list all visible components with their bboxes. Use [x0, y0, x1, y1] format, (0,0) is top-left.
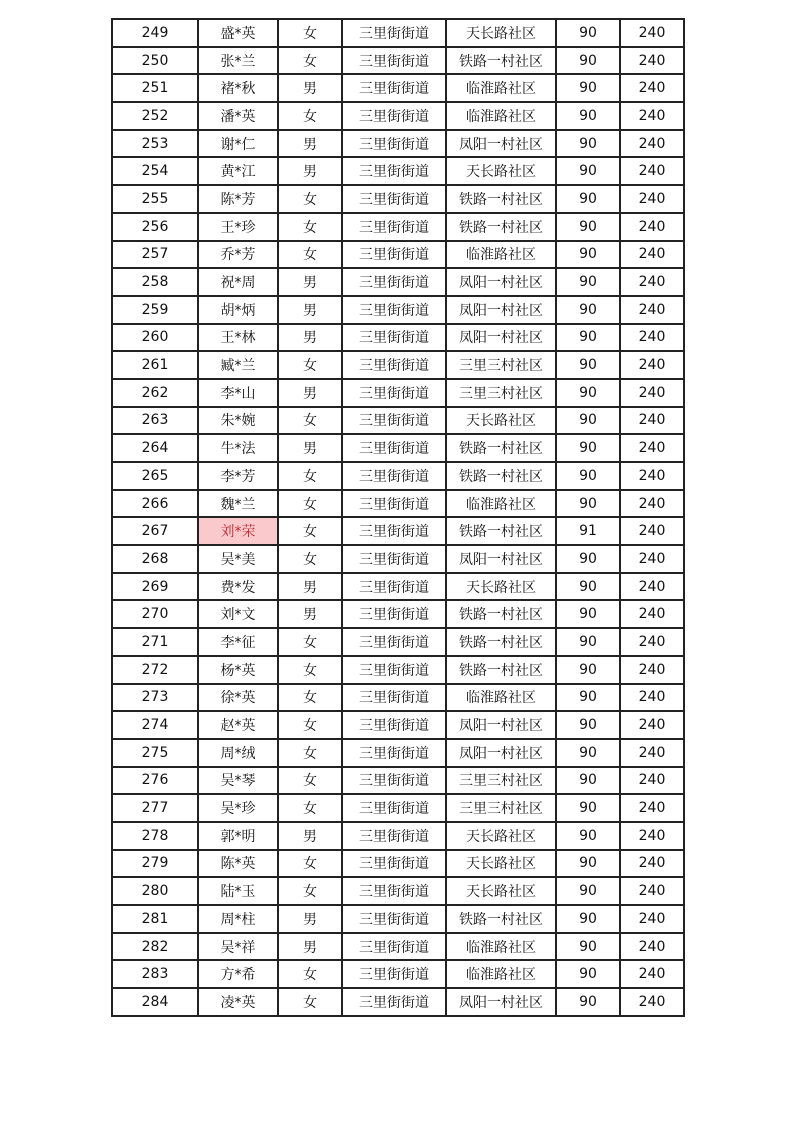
- table-row: [112, 241, 684, 269]
- street-name-cell: 三里街街道: [342, 822, 446, 850]
- row-number-cell: 271: [112, 628, 198, 656]
- street-name-cell: 三里街街道: [342, 711, 446, 739]
- street-name-cell: 三里街街道: [342, 434, 446, 462]
- amount-cell: 240: [620, 102, 684, 130]
- community-name-cell: 铁路一村社区: [446, 517, 556, 545]
- gender-cell: 女: [278, 47, 342, 75]
- community-name-cell: 天长路社区: [446, 877, 556, 905]
- row-number-cell: 279: [112, 850, 198, 878]
- table-row: [112, 268, 684, 296]
- community-name-cell: 临淮路社区: [446, 933, 556, 961]
- row-number-cell: 250: [112, 47, 198, 75]
- age-cell: 90: [556, 241, 620, 269]
- age-cell: 90: [556, 600, 620, 628]
- street-name-cell: 三里街街道: [342, 573, 446, 601]
- amount-cell: 240: [620, 933, 684, 961]
- table-row: [112, 960, 684, 988]
- gender-cell: 女: [278, 656, 342, 684]
- table-row: [112, 767, 684, 795]
- person-name-cell: 黄*江: [198, 157, 278, 185]
- street-name-cell: 三里街街道: [342, 379, 446, 407]
- community-name-cell: 凤阳一村社区: [446, 324, 556, 352]
- person-name-cell: 谢*仁: [198, 130, 278, 158]
- person-name-cell: 李*山: [198, 379, 278, 407]
- row-number-cell: 277: [112, 794, 198, 822]
- age-cell: 90: [556, 19, 620, 47]
- community-name-cell: 凤阳一村社区: [446, 711, 556, 739]
- person-name-cell: 朱*婉: [198, 407, 278, 435]
- street-name-cell: 三里街街道: [342, 130, 446, 158]
- table-row: [112, 656, 684, 684]
- person-name-cell: 潘*英: [198, 102, 278, 130]
- age-cell: 90: [556, 324, 620, 352]
- table-row: [112, 324, 684, 352]
- gender-cell: 男: [278, 130, 342, 158]
- street-name-cell: 三里街街道: [342, 102, 446, 130]
- age-cell: 90: [556, 351, 620, 379]
- age-cell: 90: [556, 933, 620, 961]
- row-number-cell: 265: [112, 462, 198, 490]
- community-name-cell: 三里三村社区: [446, 794, 556, 822]
- gender-cell: 女: [278, 739, 342, 767]
- table-row: [112, 822, 684, 850]
- age-cell: 90: [556, 130, 620, 158]
- amount-cell: 240: [620, 47, 684, 75]
- person-name-cell: 陈*芳: [198, 185, 278, 213]
- street-name-cell: 三里街街道: [342, 296, 446, 324]
- table-row: [112, 517, 684, 545]
- gender-cell: 男: [278, 74, 342, 102]
- age-cell: 90: [556, 794, 620, 822]
- row-number-cell: 284: [112, 988, 198, 1016]
- person-name-cell: 李*征: [198, 628, 278, 656]
- table-row: [112, 684, 684, 712]
- gender-cell: 男: [278, 296, 342, 324]
- person-name-cell: 吴*祥: [198, 933, 278, 961]
- gender-cell: 女: [278, 241, 342, 269]
- row-number-cell: 262: [112, 379, 198, 407]
- table-row: [112, 130, 684, 158]
- street-name-cell: 三里街街道: [342, 324, 446, 352]
- amount-cell: 240: [620, 711, 684, 739]
- age-cell: 90: [556, 988, 620, 1016]
- row-number-cell: 249: [112, 19, 198, 47]
- age-cell: 90: [556, 960, 620, 988]
- street-name-cell: 三里街街道: [342, 74, 446, 102]
- amount-cell: 240: [620, 573, 684, 601]
- gender-cell: 女: [278, 877, 342, 905]
- community-name-cell: 临淮路社区: [446, 241, 556, 269]
- table-row: [112, 462, 684, 490]
- person-name-cell: 刘*荣: [198, 517, 278, 545]
- person-name-cell: 杨*英: [198, 656, 278, 684]
- street-name-cell: 三里街街道: [342, 988, 446, 1016]
- street-name-cell: 三里街街道: [342, 407, 446, 435]
- row-number-cell: 280: [112, 877, 198, 905]
- age-cell: 90: [556, 434, 620, 462]
- community-name-cell: 天长路社区: [446, 19, 556, 47]
- table-row: [112, 351, 684, 379]
- person-name-cell: 王*林: [198, 324, 278, 352]
- gender-cell: 女: [278, 628, 342, 656]
- table-row: [112, 407, 684, 435]
- row-number-cell: 252: [112, 102, 198, 130]
- row-number-cell: 273: [112, 684, 198, 712]
- gender-cell: 男: [278, 573, 342, 601]
- community-name-cell: 临淮路社区: [446, 490, 556, 518]
- table-row: [112, 102, 684, 130]
- community-name-cell: 三里三村社区: [446, 379, 556, 407]
- street-name-cell: 三里街街道: [342, 960, 446, 988]
- gender-cell: 男: [278, 600, 342, 628]
- age-cell: 90: [556, 407, 620, 435]
- age-cell: 90: [556, 47, 620, 75]
- street-name-cell: 三里街街道: [342, 157, 446, 185]
- amount-cell: 240: [620, 407, 684, 435]
- street-name-cell: 三里街街道: [342, 850, 446, 878]
- row-number-cell: 276: [112, 767, 198, 795]
- community-name-cell: 铁路一村社区: [446, 47, 556, 75]
- table-row: [112, 933, 684, 961]
- age-cell: 90: [556, 877, 620, 905]
- person-name-cell: 周*绒: [198, 739, 278, 767]
- community-name-cell: 铁路一村社区: [446, 462, 556, 490]
- row-number-cell: 281: [112, 905, 198, 933]
- table-row: [112, 157, 684, 185]
- table-row: [112, 185, 684, 213]
- table-row: [112, 628, 684, 656]
- amount-cell: 240: [620, 767, 684, 795]
- age-cell: 90: [556, 490, 620, 518]
- table-row: [112, 434, 684, 462]
- gender-cell: 女: [278, 517, 342, 545]
- gender-cell: 男: [278, 822, 342, 850]
- amount-cell: 240: [620, 379, 684, 407]
- person-name-cell: 郭*明: [198, 822, 278, 850]
- row-number-cell: 269: [112, 573, 198, 601]
- community-name-cell: 天长路社区: [446, 850, 556, 878]
- table-row: [112, 711, 684, 739]
- street-name-cell: 三里街街道: [342, 213, 446, 241]
- community-name-cell: 铁路一村社区: [446, 434, 556, 462]
- age-cell: 90: [556, 767, 620, 795]
- person-name-cell: 祝*周: [198, 268, 278, 296]
- amount-cell: 240: [620, 296, 684, 324]
- community-name-cell: 凤阳一村社区: [446, 988, 556, 1016]
- table-row: [112, 600, 684, 628]
- community-name-cell: 凤阳一村社区: [446, 130, 556, 158]
- street-name-cell: 三里街街道: [342, 545, 446, 573]
- person-name-cell: 徐*英: [198, 684, 278, 712]
- gender-cell: 男: [278, 379, 342, 407]
- table-row: [112, 296, 684, 324]
- person-name-cell: 吴*珍: [198, 794, 278, 822]
- gender-cell: 女: [278, 19, 342, 47]
- street-name-cell: 三里街街道: [342, 739, 446, 767]
- row-number-cell: 268: [112, 545, 198, 573]
- community-name-cell: 铁路一村社区: [446, 628, 556, 656]
- row-number-cell: 255: [112, 185, 198, 213]
- gender-cell: 女: [278, 490, 342, 518]
- person-name-cell: 吴*琴: [198, 767, 278, 795]
- street-name-cell: 三里街街道: [342, 877, 446, 905]
- street-name-cell: 三里街街道: [342, 905, 446, 933]
- gender-cell: 女: [278, 351, 342, 379]
- amount-cell: 240: [620, 185, 684, 213]
- amount-cell: 240: [620, 324, 684, 352]
- row-number-cell: 274: [112, 711, 198, 739]
- gender-cell: 女: [278, 988, 342, 1016]
- age-cell: 91: [556, 517, 620, 545]
- table-row: [112, 794, 684, 822]
- community-name-cell: 铁路一村社区: [446, 905, 556, 933]
- amount-cell: 240: [620, 545, 684, 573]
- gender-cell: 男: [278, 324, 342, 352]
- table-row: [112, 877, 684, 905]
- table-row: [112, 19, 684, 47]
- gender-cell: 男: [278, 157, 342, 185]
- amount-cell: 240: [620, 877, 684, 905]
- age-cell: 90: [556, 850, 620, 878]
- row-number-cell: 263: [112, 407, 198, 435]
- person-name-cell: 李*芳: [198, 462, 278, 490]
- age-cell: 90: [556, 185, 620, 213]
- row-number-cell: 282: [112, 933, 198, 961]
- row-number-cell: 259: [112, 296, 198, 324]
- gender-cell: 女: [278, 850, 342, 878]
- community-name-cell: 三里三村社区: [446, 767, 556, 795]
- row-number-cell: 260: [112, 324, 198, 352]
- gender-cell: 女: [278, 767, 342, 795]
- person-name-cell: 刘*文: [198, 600, 278, 628]
- table-row: [112, 379, 684, 407]
- table-row: [112, 988, 684, 1016]
- amount-cell: 240: [620, 74, 684, 102]
- amount-cell: 240: [620, 656, 684, 684]
- row-number-cell: 254: [112, 157, 198, 185]
- amount-cell: 240: [620, 960, 684, 988]
- community-name-cell: 天长路社区: [446, 157, 556, 185]
- amount-cell: 240: [620, 213, 684, 241]
- age-cell: 90: [556, 628, 620, 656]
- amount-cell: 240: [620, 822, 684, 850]
- row-number-cell: 283: [112, 960, 198, 988]
- street-name-cell: 三里街街道: [342, 600, 446, 628]
- community-name-cell: 三里三村社区: [446, 351, 556, 379]
- amount-cell: 240: [620, 462, 684, 490]
- table-row: [112, 739, 684, 767]
- table-row: [112, 905, 684, 933]
- amount-cell: 240: [620, 19, 684, 47]
- person-name-cell: 臧*兰: [198, 351, 278, 379]
- amount-cell: 240: [620, 268, 684, 296]
- age-cell: 90: [556, 462, 620, 490]
- amount-cell: 240: [620, 241, 684, 269]
- street-name-cell: 三里街街道: [342, 933, 446, 961]
- row-number-cell: 270: [112, 600, 198, 628]
- person-name-cell: 费*发: [198, 573, 278, 601]
- gender-cell: 男: [278, 268, 342, 296]
- street-name-cell: 三里街街道: [342, 268, 446, 296]
- amount-cell: 240: [620, 905, 684, 933]
- gender-cell: 女: [278, 462, 342, 490]
- row-number-cell: 257: [112, 241, 198, 269]
- gender-cell: 男: [278, 933, 342, 961]
- age-cell: 90: [556, 268, 620, 296]
- table-row: [112, 213, 684, 241]
- community-name-cell: 凤阳一村社区: [446, 739, 556, 767]
- amount-cell: 240: [620, 130, 684, 158]
- age-cell: 90: [556, 822, 620, 850]
- person-name-cell: 陆*玉: [198, 877, 278, 905]
- community-name-cell: 铁路一村社区: [446, 600, 556, 628]
- age-cell: 90: [556, 213, 620, 241]
- table-row: [112, 545, 684, 573]
- amount-cell: 240: [620, 351, 684, 379]
- table-row: [112, 490, 684, 518]
- street-name-cell: 三里街街道: [342, 462, 446, 490]
- person-name-cell: 褚*秋: [198, 74, 278, 102]
- amount-cell: 240: [620, 157, 684, 185]
- row-number-cell: 258: [112, 268, 198, 296]
- street-name-cell: 三里街街道: [342, 185, 446, 213]
- age-cell: 90: [556, 656, 620, 684]
- gender-cell: 女: [278, 102, 342, 130]
- amount-cell: 240: [620, 517, 684, 545]
- community-name-cell: 临淮路社区: [446, 74, 556, 102]
- community-name-cell: 铁路一村社区: [446, 213, 556, 241]
- person-name-cell: 凌*英: [198, 988, 278, 1016]
- table-row: [112, 47, 684, 75]
- gender-cell: 女: [278, 213, 342, 241]
- amount-cell: 240: [620, 684, 684, 712]
- amount-cell: 240: [620, 434, 684, 462]
- person-name-cell: 赵*英: [198, 711, 278, 739]
- age-cell: 90: [556, 296, 620, 324]
- community-name-cell: 天长路社区: [446, 822, 556, 850]
- gender-cell: 女: [278, 960, 342, 988]
- person-name-cell: 周*柱: [198, 905, 278, 933]
- gender-cell: 女: [278, 711, 342, 739]
- amount-cell: 240: [620, 490, 684, 518]
- street-name-cell: 三里街街道: [342, 19, 446, 47]
- age-cell: 90: [556, 74, 620, 102]
- amount-cell: 240: [620, 988, 684, 1016]
- person-name-cell: 陈*英: [198, 850, 278, 878]
- amount-cell: 240: [620, 850, 684, 878]
- age-cell: 90: [556, 905, 620, 933]
- age-cell: 90: [556, 573, 620, 601]
- age-cell: 90: [556, 545, 620, 573]
- gender-cell: 男: [278, 905, 342, 933]
- age-cell: 90: [556, 379, 620, 407]
- community-name-cell: 铁路一村社区: [446, 656, 556, 684]
- gender-cell: 女: [278, 794, 342, 822]
- age-cell: 90: [556, 684, 620, 712]
- age-cell: 90: [556, 711, 620, 739]
- amount-cell: 240: [620, 794, 684, 822]
- row-number-cell: 266: [112, 490, 198, 518]
- row-number-cell: 264: [112, 434, 198, 462]
- amount-cell: 240: [620, 739, 684, 767]
- person-name-cell: 魏*兰: [198, 490, 278, 518]
- age-cell: 90: [556, 739, 620, 767]
- person-name-cell: 张*兰: [198, 47, 278, 75]
- person-name-cell: 吴*美: [198, 545, 278, 573]
- street-name-cell: 三里街街道: [342, 490, 446, 518]
- person-name-cell: 方*希: [198, 960, 278, 988]
- street-name-cell: 三里街街道: [342, 351, 446, 379]
- gender-cell: 男: [278, 434, 342, 462]
- row-number-cell: 251: [112, 74, 198, 102]
- community-name-cell: 天长路社区: [446, 573, 556, 601]
- amount-cell: 240: [620, 628, 684, 656]
- community-name-cell: 铁路一村社区: [446, 185, 556, 213]
- street-name-cell: 三里街街道: [342, 241, 446, 269]
- row-number-cell: 267: [112, 517, 198, 545]
- community-name-cell: 天长路社区: [446, 407, 556, 435]
- street-name-cell: 三里街街道: [342, 517, 446, 545]
- person-name-cell: 胡*炳: [198, 296, 278, 324]
- roster-table-body: [112, 19, 684, 1016]
- gender-cell: 女: [278, 545, 342, 573]
- person-name-cell: 盛*英: [198, 19, 278, 47]
- street-name-cell: 三里街街道: [342, 767, 446, 795]
- row-number-cell: 261: [112, 351, 198, 379]
- community-name-cell: 凤阳一村社区: [446, 268, 556, 296]
- gender-cell: 女: [278, 407, 342, 435]
- age-cell: 90: [556, 102, 620, 130]
- community-name-cell: 临淮路社区: [446, 684, 556, 712]
- street-name-cell: 三里街街道: [342, 794, 446, 822]
- street-name-cell: 三里街街道: [342, 628, 446, 656]
- person-name-cell: 牛*法: [198, 434, 278, 462]
- amount-cell: 240: [620, 600, 684, 628]
- person-name-cell: 王*珍: [198, 213, 278, 241]
- community-name-cell: 临淮路社区: [446, 960, 556, 988]
- row-number-cell: 253: [112, 130, 198, 158]
- roster-table: [111, 18, 685, 1017]
- table-row: [112, 573, 684, 601]
- table-row: [112, 850, 684, 878]
- community-name-cell: 凤阳一村社区: [446, 545, 556, 573]
- table-row: [112, 74, 684, 102]
- person-name-cell: 乔*芳: [198, 241, 278, 269]
- community-name-cell: 凤阳一村社区: [446, 296, 556, 324]
- street-name-cell: 三里街街道: [342, 684, 446, 712]
- street-name-cell: 三里街街道: [342, 656, 446, 684]
- street-name-cell: 三里街街道: [342, 47, 446, 75]
- gender-cell: 女: [278, 684, 342, 712]
- gender-cell: 女: [278, 185, 342, 213]
- community-name-cell: 临淮路社区: [446, 102, 556, 130]
- age-cell: 90: [556, 157, 620, 185]
- row-number-cell: 272: [112, 656, 198, 684]
- row-number-cell: 275: [112, 739, 198, 767]
- row-number-cell: 256: [112, 213, 198, 241]
- row-number-cell: 278: [112, 822, 198, 850]
